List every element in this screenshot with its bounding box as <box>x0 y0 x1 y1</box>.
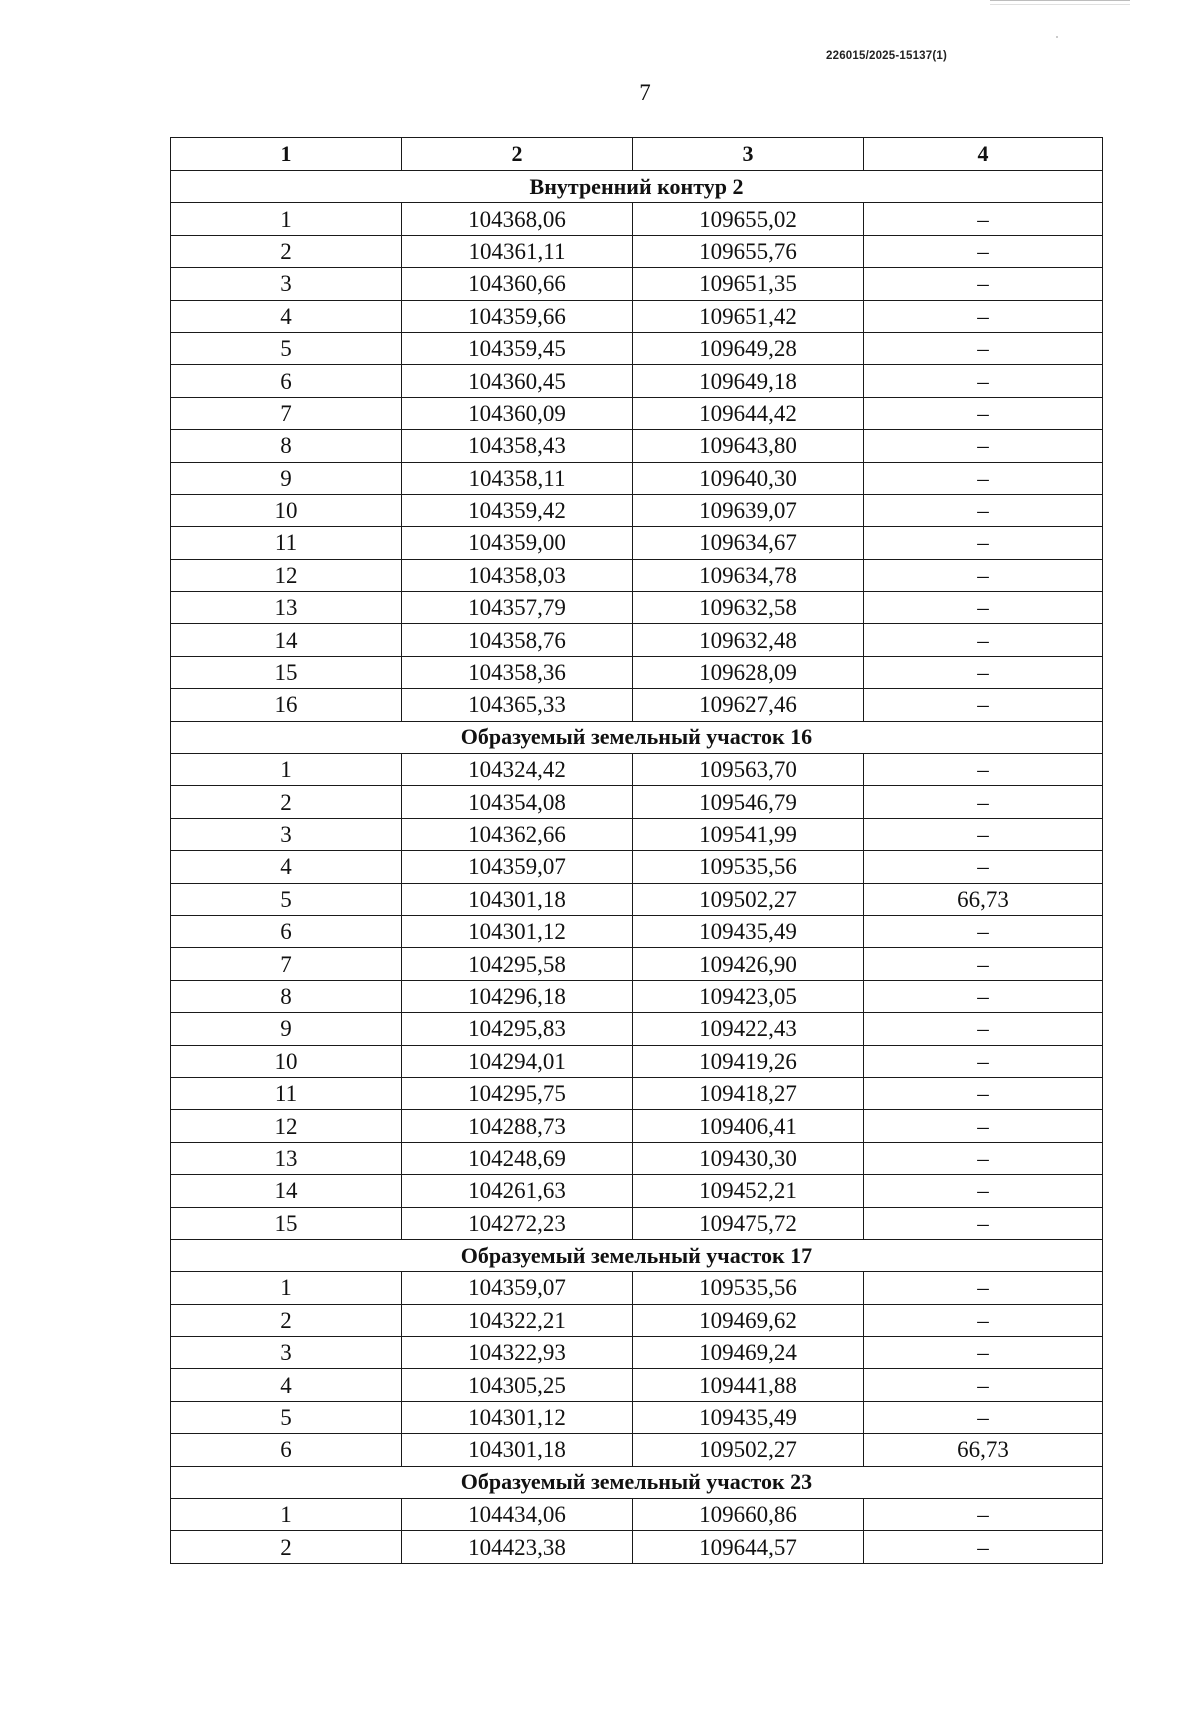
point-number-cell: 15 <box>171 656 402 688</box>
length-cell: – <box>864 268 1103 300</box>
table-row <box>171 656 1103 688</box>
section-header-row <box>171 1239 1103 1271</box>
table-row <box>171 494 1103 526</box>
length-cell: – <box>864 980 1103 1012</box>
x-coordinate-cell: 104359,00 <box>402 527 633 559</box>
x-coordinate-cell: 104261,63 <box>402 1175 633 1207</box>
y-coordinate-cell: 109655,02 <box>633 203 864 235</box>
y-coordinate-cell: 109469,24 <box>633 1337 864 1369</box>
y-coordinate-cell: 109441,88 <box>633 1369 864 1401</box>
x-coordinate-cell: 104296,18 <box>402 980 633 1012</box>
point-number-cell: 15 <box>171 1207 402 1239</box>
table-row <box>171 624 1103 656</box>
y-coordinate-cell: 109644,42 <box>633 397 864 429</box>
table-row <box>171 397 1103 429</box>
table-row <box>171 203 1103 235</box>
table-row <box>171 689 1103 721</box>
y-coordinate-cell: 109419,26 <box>633 1045 864 1077</box>
length-cell: – <box>864 754 1103 786</box>
x-coordinate-cell: 104360,66 <box>402 268 633 300</box>
point-number-cell: 4 <box>171 1369 402 1401</box>
length-cell: – <box>864 656 1103 688</box>
table-row <box>171 559 1103 591</box>
table-row <box>171 592 1103 624</box>
y-coordinate-cell: 109435,49 <box>633 915 864 947</box>
x-coordinate-cell: 104362,66 <box>402 818 633 850</box>
point-number-cell: 5 <box>171 883 402 915</box>
scan-artifact <box>990 0 1130 5</box>
table-row <box>171 300 1103 332</box>
section-title: Внутренний контур 2 <box>171 171 1103 203</box>
length-cell: – <box>864 462 1103 494</box>
point-number-cell: 7 <box>171 397 402 429</box>
x-coordinate-cell: 104359,07 <box>402 1272 633 1304</box>
point-number-cell: 8 <box>171 430 402 462</box>
document-reference: 226015/2025-15137(1) <box>826 50 948 62</box>
section-title: Образуемый земельный участок 23 <box>171 1466 1103 1498</box>
point-number-cell: 2 <box>171 786 402 818</box>
x-coordinate-cell: 104354,08 <box>402 786 633 818</box>
y-coordinate-cell: 109628,09 <box>633 656 864 688</box>
length-cell: – <box>864 397 1103 429</box>
point-number-cell: 13 <box>171 1142 402 1174</box>
coordinates-table-body <box>171 138 1103 1564</box>
point-number-cell: 9 <box>171 462 402 494</box>
length-cell: – <box>864 1304 1103 1336</box>
length-cell: – <box>864 948 1103 980</box>
length-cell: – <box>864 915 1103 947</box>
x-coordinate-cell: 104423,38 <box>402 1531 633 1563</box>
x-coordinate-cell: 104359,42 <box>402 494 633 526</box>
point-number-cell: 9 <box>171 1013 402 1045</box>
length-cell: – <box>864 1045 1103 1077</box>
y-coordinate-cell: 109452,21 <box>633 1175 864 1207</box>
length-cell: – <box>864 1013 1103 1045</box>
x-coordinate-cell: 104358,03 <box>402 559 633 591</box>
y-coordinate-cell: 109475,72 <box>633 1207 864 1239</box>
length-cell: – <box>864 624 1103 656</box>
section-header-row <box>171 1466 1103 1498</box>
length-cell: – <box>864 494 1103 526</box>
point-number-cell: 1 <box>171 754 402 786</box>
point-number-cell: 12 <box>171 1110 402 1142</box>
length-cell: – <box>864 786 1103 818</box>
point-number-cell: 5 <box>171 1401 402 1433</box>
length-cell: – <box>864 1337 1103 1369</box>
y-coordinate-cell: 109649,18 <box>633 365 864 397</box>
y-coordinate-cell: 109426,90 <box>633 948 864 980</box>
length-cell: – <box>864 300 1103 332</box>
x-coordinate-cell: 104295,75 <box>402 1077 633 1109</box>
y-coordinate-cell: 109655,76 <box>633 235 864 267</box>
x-coordinate-cell: 104248,69 <box>402 1142 633 1174</box>
y-coordinate-cell: 109651,35 <box>633 268 864 300</box>
table-row <box>171 1110 1103 1142</box>
point-number-cell: 5 <box>171 332 402 364</box>
section-header-row <box>171 721 1103 753</box>
y-coordinate-cell: 109423,05 <box>633 980 864 1012</box>
y-coordinate-cell: 109632,58 <box>633 592 864 624</box>
point-number-cell: 6 <box>171 365 402 397</box>
length-cell: – <box>864 1110 1103 1142</box>
table-row <box>171 527 1103 559</box>
column-number-1: 1 <box>171 138 402 171</box>
x-coordinate-cell: 104358,76 <box>402 624 633 656</box>
point-number-cell: 14 <box>171 1175 402 1207</box>
y-coordinate-cell: 109640,30 <box>633 462 864 494</box>
y-coordinate-cell: 109634,78 <box>633 559 864 591</box>
length-cell: 66,73 <box>864 883 1103 915</box>
x-coordinate-cell: 104305,25 <box>402 1369 633 1401</box>
length-cell: – <box>864 851 1103 883</box>
table-row <box>171 462 1103 494</box>
point-number-cell: 14 <box>171 624 402 656</box>
table-row <box>171 235 1103 267</box>
x-coordinate-cell: 104294,01 <box>402 1045 633 1077</box>
length-cell: – <box>864 592 1103 624</box>
table-row <box>171 1175 1103 1207</box>
length-cell: – <box>864 1175 1103 1207</box>
y-coordinate-cell: 109430,30 <box>633 1142 864 1174</box>
x-coordinate-cell: 104358,11 <box>402 462 633 494</box>
table-row <box>171 1369 1103 1401</box>
length-cell: – <box>864 1369 1103 1401</box>
y-coordinate-cell: 109546,79 <box>633 786 864 818</box>
point-number-cell: 8 <box>171 980 402 1012</box>
point-number-cell: 1 <box>171 1499 402 1531</box>
point-number-cell: 11 <box>171 527 402 559</box>
table-row <box>171 1531 1103 1563</box>
table-row <box>171 1077 1103 1109</box>
y-coordinate-cell: 109406,41 <box>633 1110 864 1142</box>
x-coordinate-cell: 104357,79 <box>402 592 633 624</box>
length-cell: – <box>864 689 1103 721</box>
x-coordinate-cell: 104359,45 <box>402 332 633 364</box>
table-row <box>171 1142 1103 1174</box>
x-coordinate-cell: 104358,43 <box>402 430 633 462</box>
point-number-cell: 2 <box>171 1304 402 1336</box>
x-coordinate-cell: 104434,06 <box>402 1499 633 1531</box>
y-coordinate-cell: 109502,27 <box>633 1434 864 1466</box>
x-coordinate-cell: 104301,12 <box>402 915 633 947</box>
x-coordinate-cell: 104272,23 <box>402 1207 633 1239</box>
table-row <box>171 1401 1103 1433</box>
x-coordinate-cell: 104360,45 <box>402 365 633 397</box>
column-number-row <box>171 138 1103 171</box>
table-row <box>171 1272 1103 1304</box>
length-cell: – <box>864 527 1103 559</box>
x-coordinate-cell: 104359,66 <box>402 300 633 332</box>
table-row <box>171 1499 1103 1531</box>
point-number-cell: 16 <box>171 689 402 721</box>
length-cell: – <box>864 559 1103 591</box>
x-coordinate-cell: 104301,12 <box>402 1401 633 1433</box>
page-number: 7 <box>639 80 651 105</box>
length-cell: – <box>864 1207 1103 1239</box>
length-cell: – <box>864 365 1103 397</box>
column-number-4: 4 <box>864 138 1103 171</box>
table-row <box>171 430 1103 462</box>
x-coordinate-cell: 104322,93 <box>402 1337 633 1369</box>
table-row <box>171 365 1103 397</box>
section-title: Образуемый земельный участок 16 <box>171 721 1103 753</box>
x-coordinate-cell: 104359,07 <box>402 851 633 883</box>
length-cell: – <box>864 332 1103 364</box>
point-number-cell: 10 <box>171 494 402 526</box>
x-coordinate-cell: 104358,36 <box>402 656 633 688</box>
point-number-cell: 2 <box>171 1531 402 1563</box>
y-coordinate-cell: 109535,56 <box>633 1272 864 1304</box>
table-row <box>171 754 1103 786</box>
y-coordinate-cell: 109541,99 <box>633 818 864 850</box>
y-coordinate-cell: 109627,46 <box>633 689 864 721</box>
y-coordinate-cell: 109643,80 <box>633 430 864 462</box>
y-coordinate-cell: 109651,42 <box>633 300 864 332</box>
y-coordinate-cell: 109418,27 <box>633 1077 864 1109</box>
column-number-3: 3 <box>633 138 864 171</box>
y-coordinate-cell: 109660,86 <box>633 1499 864 1531</box>
table-row <box>171 883 1103 915</box>
scan-dot <box>1056 36 1058 38</box>
point-number-cell: 4 <box>171 851 402 883</box>
x-coordinate-cell: 104301,18 <box>402 883 633 915</box>
length-cell: – <box>864 1531 1103 1563</box>
length-cell: – <box>864 1401 1103 1433</box>
y-coordinate-cell: 109422,43 <box>633 1013 864 1045</box>
point-number-cell: 11 <box>171 1077 402 1109</box>
point-number-cell: 10 <box>171 1045 402 1077</box>
x-coordinate-cell: 104288,73 <box>402 1110 633 1142</box>
y-coordinate-cell: 109502,27 <box>633 883 864 915</box>
y-coordinate-cell: 109634,67 <box>633 527 864 559</box>
length-cell: – <box>864 1499 1103 1531</box>
length-cell: – <box>864 203 1103 235</box>
length-cell: – <box>864 1142 1103 1174</box>
point-number-cell: 12 <box>171 559 402 591</box>
y-coordinate-cell: 109649,28 <box>633 332 864 364</box>
y-coordinate-cell: 109639,07 <box>633 494 864 526</box>
y-coordinate-cell: 109435,49 <box>633 1401 864 1433</box>
y-coordinate-cell: 109535,56 <box>633 851 864 883</box>
point-number-cell: 3 <box>171 268 402 300</box>
x-coordinate-cell: 104361,11 <box>402 235 633 267</box>
length-cell: 66,73 <box>864 1434 1103 1466</box>
coordinates-table <box>170 137 1103 1564</box>
point-number-cell: 2 <box>171 235 402 267</box>
length-cell: – <box>864 235 1103 267</box>
x-coordinate-cell: 104295,83 <box>402 1013 633 1045</box>
point-number-cell: 4 <box>171 300 402 332</box>
table-row <box>171 268 1103 300</box>
point-number-cell: 7 <box>171 948 402 980</box>
point-number-cell: 1 <box>171 1272 402 1304</box>
point-number-cell: 3 <box>171 1337 402 1369</box>
length-cell: – <box>864 430 1103 462</box>
x-coordinate-cell: 104365,33 <box>402 689 633 721</box>
table-row <box>171 818 1103 850</box>
point-number-cell: 6 <box>171 915 402 947</box>
length-cell: – <box>864 818 1103 850</box>
y-coordinate-cell: 109563,70 <box>633 754 864 786</box>
table-row <box>171 1207 1103 1239</box>
y-coordinate-cell: 109632,48 <box>633 624 864 656</box>
point-number-cell: 1 <box>171 203 402 235</box>
table-row <box>171 915 1103 947</box>
table-row <box>171 1045 1103 1077</box>
table-row <box>171 332 1103 364</box>
x-coordinate-cell: 104368,06 <box>402 203 633 235</box>
point-number-cell: 3 <box>171 818 402 850</box>
table-row <box>171 948 1103 980</box>
table-row <box>171 786 1103 818</box>
table-row <box>171 980 1103 1012</box>
y-coordinate-cell: 109644,57 <box>633 1531 864 1563</box>
table-row <box>171 1434 1103 1466</box>
length-cell: – <box>864 1077 1103 1109</box>
section-header-row <box>171 171 1103 203</box>
point-number-cell: 13 <box>171 592 402 624</box>
section-title: Образуемый земельный участок 17 <box>171 1239 1103 1271</box>
table-row <box>171 1304 1103 1336</box>
table-row <box>171 1013 1103 1045</box>
y-coordinate-cell: 109469,62 <box>633 1304 864 1336</box>
x-coordinate-cell: 104322,21 <box>402 1304 633 1336</box>
x-coordinate-cell: 104295,58 <box>402 948 633 980</box>
table-row <box>171 851 1103 883</box>
column-number-2: 2 <box>402 138 633 171</box>
table-row <box>171 1337 1103 1369</box>
length-cell: – <box>864 1272 1103 1304</box>
point-number-cell: 6 <box>171 1434 402 1466</box>
x-coordinate-cell: 104360,09 <box>402 397 633 429</box>
x-coordinate-cell: 104301,18 <box>402 1434 633 1466</box>
x-coordinate-cell: 104324,42 <box>402 754 633 786</box>
